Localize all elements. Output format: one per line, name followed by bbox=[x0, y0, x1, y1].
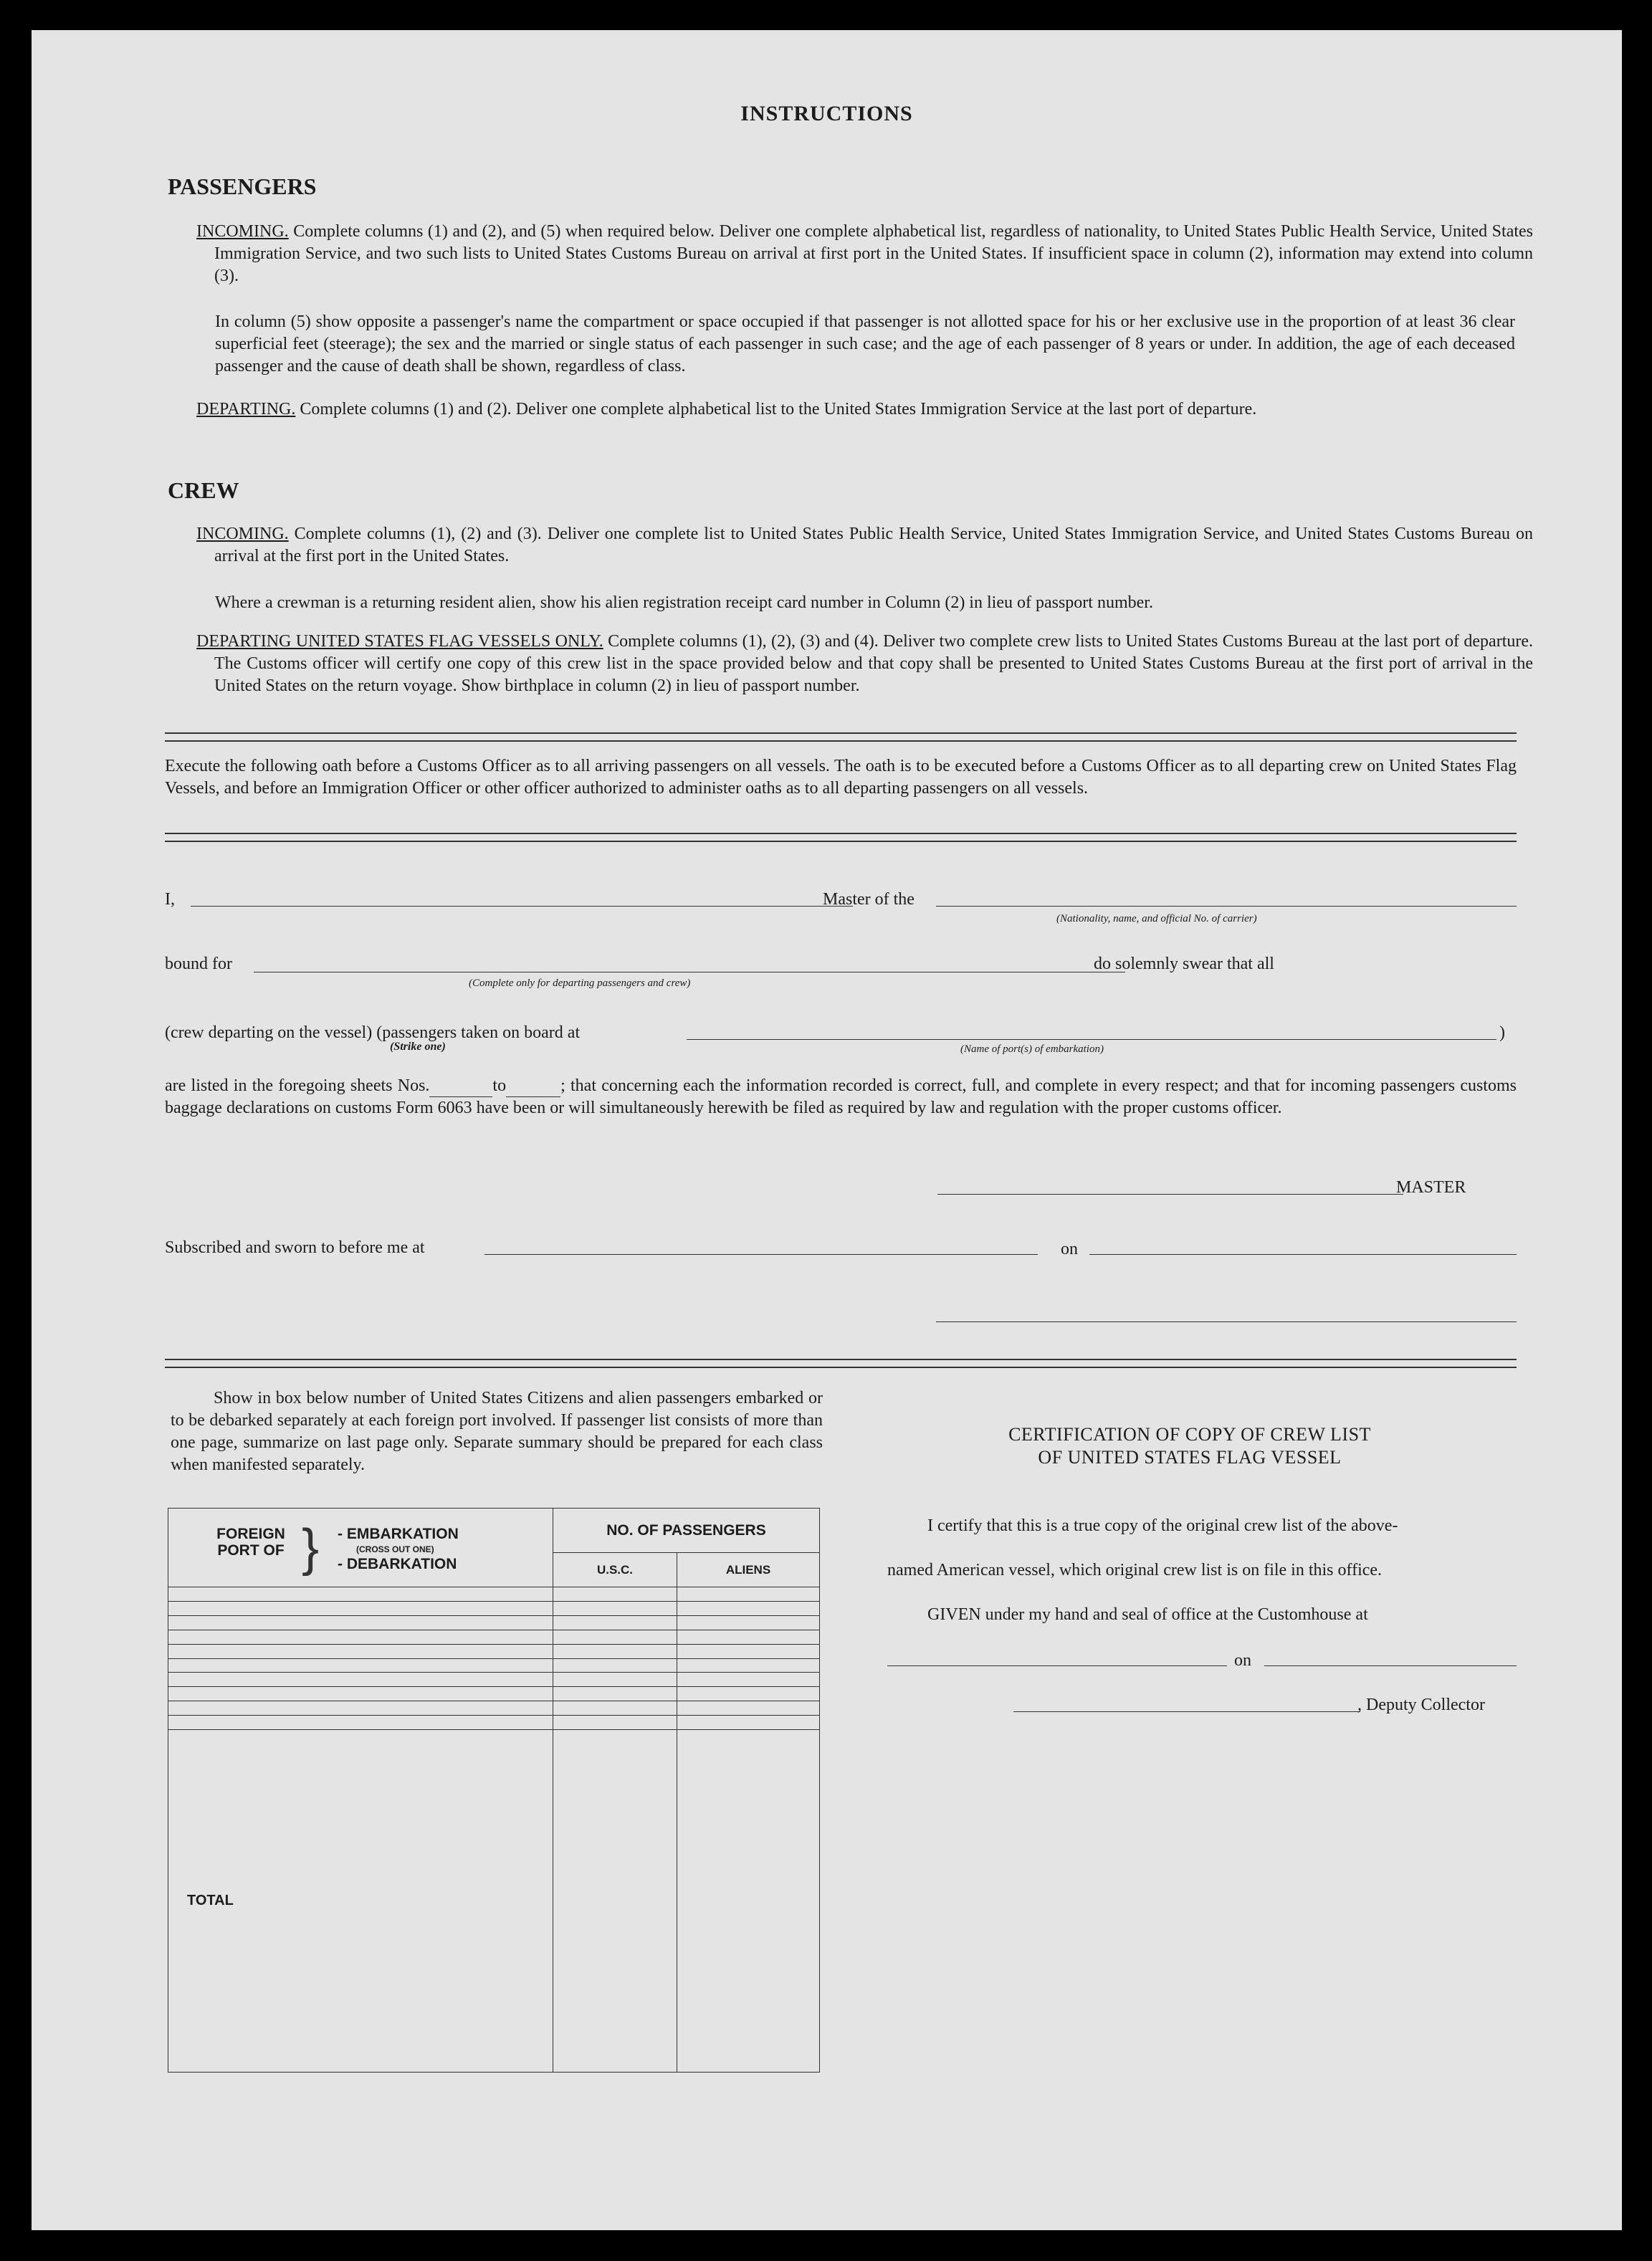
passengers-column5-paragraph: In column (5) show opposite a passenger's name the compartment or space occupied if that passenger is not allotted space for his or her exclusive use in the proportion of at least 36 clear superficial feet (steerage); the sex and the married or single status of each passenger in such case; and the age of each passenger of 8 years or under. In addition, the age of each deceased passenger and the cause of death shall be shown, regardless of class. bbox=[215, 312, 1515, 376]
summary-instructions: Show in box below number of United States Citizens and alien passengers embarked or to be debarked separately at each foreign port involved. If passenger list consists of more than one page, summarize on last page only. Separate summary should be prepared for each class when manifested separately. bbox=[171, 1389, 823, 1474]
subscribed-date-field[interactable] bbox=[1089, 1254, 1517, 1255]
debarkation-label: - DEBARKATION bbox=[338, 1556, 457, 1572]
form-sheet bbox=[32, 30, 1622, 2230]
certification-title-line2: OF UNITED STATES FLAG VESSEL bbox=[1038, 1447, 1342, 1468]
port-header-cell bbox=[168, 1509, 553, 1587]
close-paren: ) bbox=[1499, 1023, 1505, 1042]
master-of-label: Master of the bbox=[823, 890, 915, 909]
table-row[interactable] bbox=[168, 1644, 820, 1658]
brace-icon: } bbox=[302, 1519, 320, 1577]
certification-title-line1: CERTIFICATION OF COPY OF CREW LIST bbox=[1008, 1424, 1371, 1445]
listed-to: to bbox=[492, 1076, 507, 1095]
table-row[interactable] bbox=[168, 1716, 820, 1730]
sheet-from-field[interactable] bbox=[429, 1081, 492, 1097]
carrier-note: (Nationality, name, and official No. of carrier) bbox=[1056, 913, 1257, 924]
passengers-incoming-text: Complete columns (1) and (2), and (5) when required below. Deliver one complete alphabetical list, regardless of nationality, to United States Public Health Service, United States Immigration Service, and two such lists to United States Customs Bureau on arrival at first port in the United States. If insufficient space in column (2), information may extend into column (3). bbox=[214, 222, 1534, 285]
crew-incoming-text: Complete columns (1), (2) and (3). Deliver one complete list to United States Public Health Service, United States Immigration Service, and United States Customs Bureau on arrival at the first port in the United States. bbox=[214, 525, 1534, 565]
bound-for-label: bound for bbox=[165, 955, 232, 973]
departing-note: (Complete only for departing passengers and crew) bbox=[469, 977, 691, 989]
passenger-summary-table bbox=[168, 1508, 820, 2073]
swear-text: do solemnly swear that all bbox=[1094, 955, 1274, 973]
total-label: TOTAL bbox=[168, 1730, 553, 2073]
certification-line1: I certify that this is a true copy of the original crew list of the above- bbox=[927, 1516, 1398, 1535]
master-signature-field[interactable] bbox=[937, 1194, 1403, 1195]
table-row[interactable] bbox=[168, 1601, 820, 1615]
passengers-incoming-paragraph bbox=[196, 221, 1533, 287]
listed-text-b: ; that concerning each the information recorded is correct, full, and complete in every respect; and that for incoming passengers customs baggage declarations on customs Form 6063 have been or will simultaneously herewith be filed as required by law and regulation with the proper customs officer. bbox=[165, 1076, 1517, 1117]
master-label: MASTER bbox=[1396, 1178, 1466, 1197]
table-row[interactable] bbox=[168, 1673, 820, 1687]
table-row[interactable] bbox=[168, 1687, 820, 1701]
total-row[interactable] bbox=[168, 1730, 820, 2073]
deputy-collector-label: , Deputy Collector bbox=[1357, 1696, 1485, 1714]
aliens-header: ALIENS bbox=[677, 1553, 820, 1587]
passengers-incoming-label: INCOMING. bbox=[196, 222, 289, 241]
master-name-field[interactable] bbox=[191, 906, 853, 907]
certification-on-label: on bbox=[1234, 1651, 1251, 1670]
crew-incoming-paragraph bbox=[196, 523, 1533, 568]
subscribed-on-label: on bbox=[1061, 1240, 1078, 1258]
divider-line bbox=[165, 833, 1517, 842]
customhouse-field[interactable] bbox=[887, 1665, 1227, 1666]
foreign-port-label: FOREIGN PORT OF bbox=[216, 1526, 285, 1559]
cross-out-note: (CROSS OUT ONE) bbox=[356, 1544, 434, 1554]
carrier-field[interactable] bbox=[936, 906, 1517, 907]
page-title: INSTRUCTIONS bbox=[740, 102, 913, 125]
table-row[interactable] bbox=[168, 1658, 820, 1673]
listed-paragraph bbox=[165, 1075, 1517, 1119]
listed-text-a: are listed in the foregoing sheets Nos. bbox=[165, 1076, 430, 1095]
officer-signature-field[interactable] bbox=[936, 1321, 1517, 1322]
certification-line3: GIVEN under my hand and seal of office at the Customhouse at bbox=[927, 1605, 1368, 1624]
subscribed-label: Subscribed and sworn to before me at bbox=[165, 1238, 425, 1257]
crew-resident-paragraph: Where a crewman is a returning resident alien, show his alien registration receipt card number in Column (2) in lieu of passport number. bbox=[215, 593, 1153, 612]
certification-date-field[interactable] bbox=[1264, 1665, 1517, 1666]
strike-text: (crew departing on the vessel) (passengers taken on board at bbox=[165, 1023, 581, 1042]
passengers-departing-paragraph bbox=[196, 398, 1533, 421]
crew-departing-text: Complete columns (1), (2), (3) and (4). Deliver two complete crew lists to United States Customs Bureau at the last port of departure. The Customs officer will certify one copy of this crew list in the space provided below and that copy shall be presented to United States Customs Bureau at the first port of arrival in the United States on the return voyage. Show birthplace in column (2) in lieu of passport number. bbox=[214, 632, 1534, 695]
crew-heading: CREW bbox=[168, 477, 239, 503]
passengers-count-header: NO. OF PASSENGERS bbox=[553, 1509, 820, 1553]
sheet-to-field[interactable] bbox=[506, 1081, 560, 1097]
embark-note: (Name of port(s) of embarkation) bbox=[960, 1043, 1104, 1055]
passengers-heading: PASSENGERS bbox=[168, 173, 317, 199]
table-row[interactable] bbox=[168, 1615, 820, 1630]
subscribed-at-field[interactable] bbox=[484, 1254, 1038, 1255]
certification-title bbox=[863, 1423, 1517, 1469]
embarkation-label: - EMBARKATION bbox=[338, 1526, 459, 1542]
crew-incoming-label: INCOMING. bbox=[196, 525, 289, 543]
passengers-departing-text: Complete columns (1) and (2). Deliver one complete alphabetical list to the United States Immigration Service at the last port of departure. bbox=[300, 400, 1257, 419]
deputy-signature-field[interactable] bbox=[1013, 1711, 1360, 1712]
oath-i-label: I, bbox=[165, 890, 175, 909]
divider-line bbox=[165, 1359, 1517, 1368]
crew-departing-paragraph bbox=[196, 631, 1533, 697]
oath-instructions: Execute the following oath before a Customs Officer as to all arriving passengers on all vessels. The oath is to be executed before a Customs Officer as to all departing crew on United States Flag Vessels, and before an Immigration Officer or other officer authorized to administer oaths as to all departing passengers on all vessels. bbox=[165, 757, 1517, 798]
certification-line2: named American vessel, which original crew list is on file in this office. bbox=[887, 1561, 1383, 1579]
table-row[interactable] bbox=[168, 1630, 820, 1644]
crew-departing-label: DEPARTING UNITED STATES FLAG VESSELS ONLY. bbox=[196, 632, 603, 651]
table-row[interactable] bbox=[168, 1587, 820, 1602]
passengers-departing-label: DEPARTING. bbox=[196, 400, 296, 419]
divider-line bbox=[165, 732, 1517, 742]
table-row[interactable] bbox=[168, 1701, 820, 1716]
usc-header: U.S.C. bbox=[553, 1553, 677, 1587]
strike-note: (Strike one) bbox=[390, 1041, 446, 1053]
embarkation-field[interactable] bbox=[687, 1039, 1496, 1040]
